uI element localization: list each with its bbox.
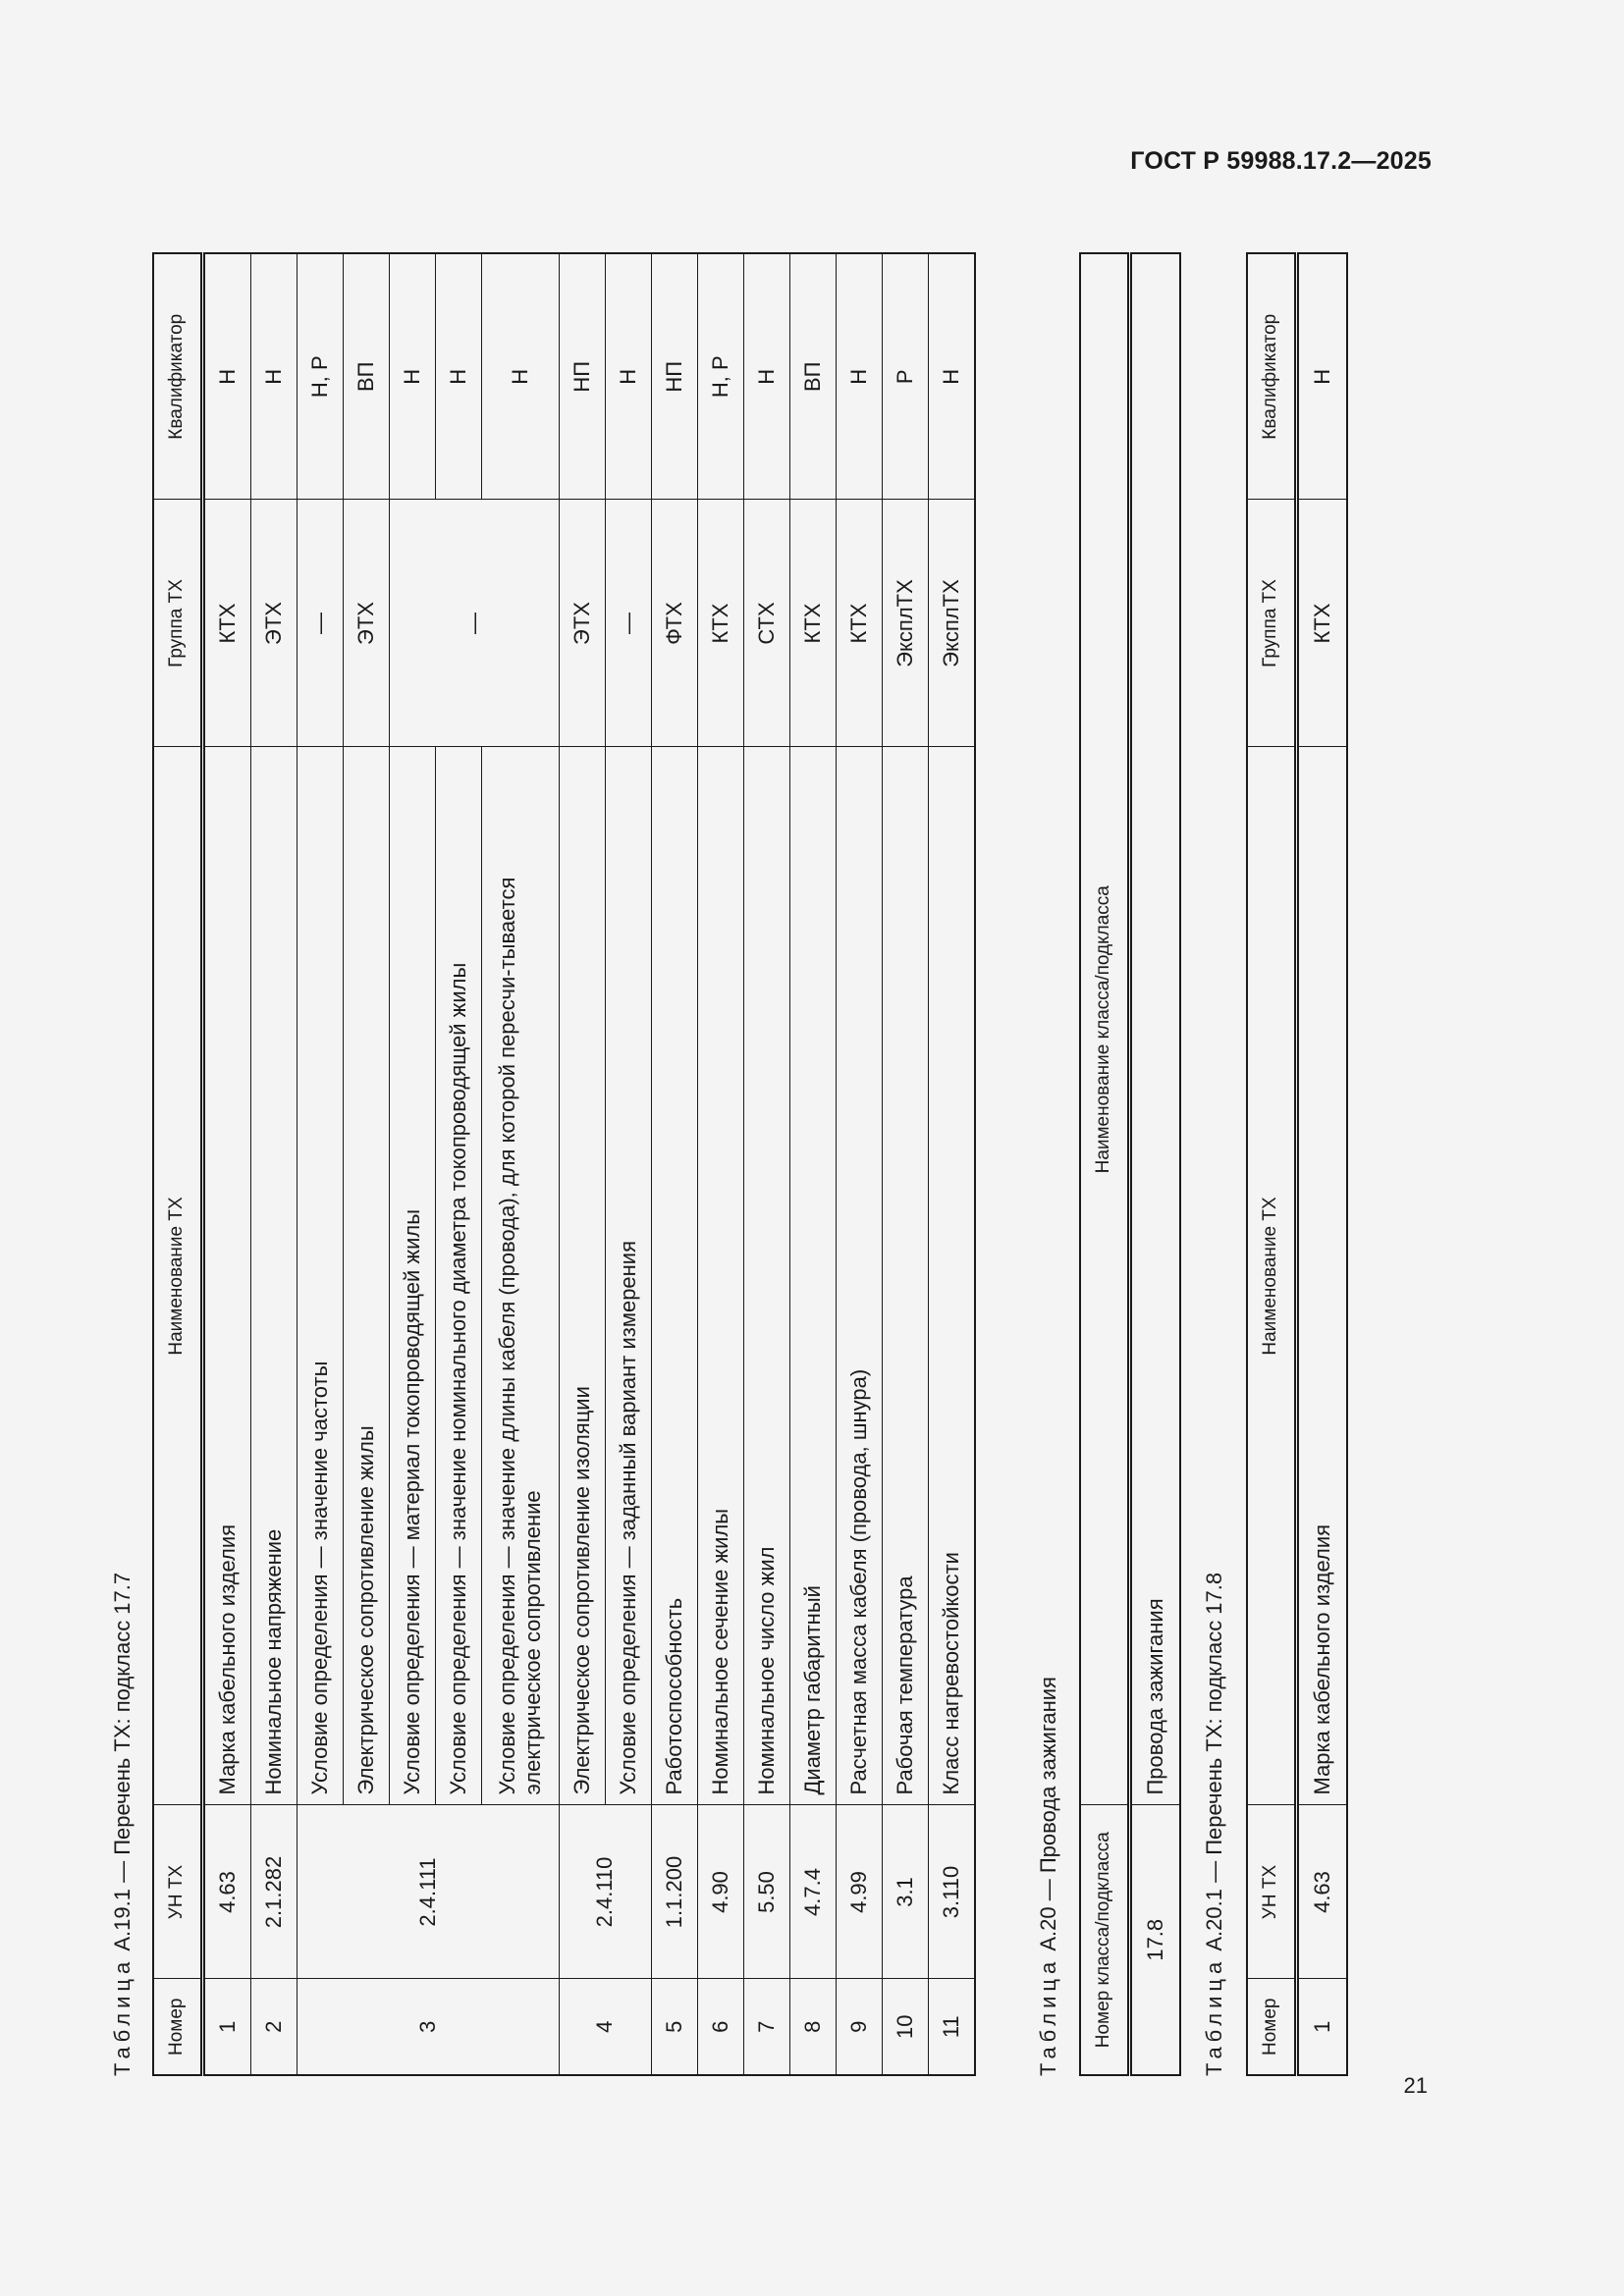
col-un-tx: УН ТХ <box>1247 1805 1297 1979</box>
table-row: 8 4.7.4 Диаметр габаритный КТХ ВП <box>790 253 837 2075</box>
table-a201 <box>1246 252 1348 2076</box>
table-row: 2 2.1.282 Номинальное напряжение ЭТХ Н <box>251 253 298 2075</box>
table-a191-caption: Таблица А.19.1 — Перечень ТХ: подкласс 17.7 <box>110 1572 135 2076</box>
table-row: 5 1.1.200 Работоспособность ФТХ НП <box>652 253 698 2075</box>
col-number: Номер <box>153 1979 203 2075</box>
table-row: Условие определения — значение длины кабеля (провода), для которой пересчи-тывается электрическое сопротивление Н <box>482 253 560 2075</box>
col-un-tx: УН ТХ <box>153 1805 203 1979</box>
table-a20-caption: Таблица А.20 — Провода зажигания <box>1036 1677 1060 2076</box>
document-code: ГОСТ Р 59988.17.2—2025 <box>1130 147 1432 175</box>
table-row: 7 5.50 Номинальное число жил СТХ Н <box>744 253 790 2075</box>
page-number: 21 <box>1403 2073 1428 2098</box>
table-row: 17.8 Провода зажигания <box>1130 253 1181 2075</box>
col-qualifier: Квалификатор <box>1247 253 1297 500</box>
col-group-tx: Группа ТХ <box>153 500 203 747</box>
table-row: 4 2.4.110 Электрическое сопротивление изоляции ЭТХ НП <box>560 253 606 2075</box>
table-a191 <box>152 252 976 2076</box>
table-row: Условие определения — заданный вариант измерения — Н <box>606 253 652 2075</box>
table-row: 1 4.63 Марка кабельного изделия КТХ Н <box>1297 253 1348 2075</box>
table-row: Условие определения — материал токопроводящей жилы — Н <box>390 253 436 2075</box>
table-row: 1 4.63 Марка кабельного изделия КТХ Н <box>203 253 251 2075</box>
table-a20 <box>1079 252 1181 2076</box>
table-row: 11 3.110 Класс нагревостойкости ЭксплТХ Н <box>929 253 976 2075</box>
table-row: Электрическое сопротивление жилы ЭТХ ВП <box>344 253 390 2075</box>
table-row: 10 3.1 Рабочая температура ЭксплТХ Р <box>883 253 929 2075</box>
table-a201-caption: Таблица А.20.1 — Перечень ТХ: подкласс 17.8 <box>1202 1572 1226 2076</box>
col-group-tx: Группа ТХ <box>1247 500 1297 747</box>
col-class-name: Наименование класса/подкласса <box>1080 253 1130 1805</box>
table-row: 9 4.99 Расчетная масса кабеля (провода, шнура) КТХ Н <box>837 253 883 2075</box>
rotated-page-content <box>98 15 1473 2076</box>
table-row: 3 2.4.111 Условие определения — значение частоты — Н, Р <box>298 253 344 2075</box>
col-name-tx: Наименование ТХ <box>153 747 203 1805</box>
table-row: 6 4.90 Номинальное сечение жилы КТХ Н, Р <box>698 253 744 2075</box>
col-name-tx: Наименование ТХ <box>1247 747 1297 1805</box>
col-number: Номер <box>1247 1979 1297 2075</box>
col-class-number: Номер класса/подкласса <box>1080 1805 1130 2075</box>
table-row: Условие определения — значение номинального диаметра токопроводящей жилы Н <box>436 253 482 2075</box>
col-qualifier: Квалификатор <box>153 253 203 500</box>
